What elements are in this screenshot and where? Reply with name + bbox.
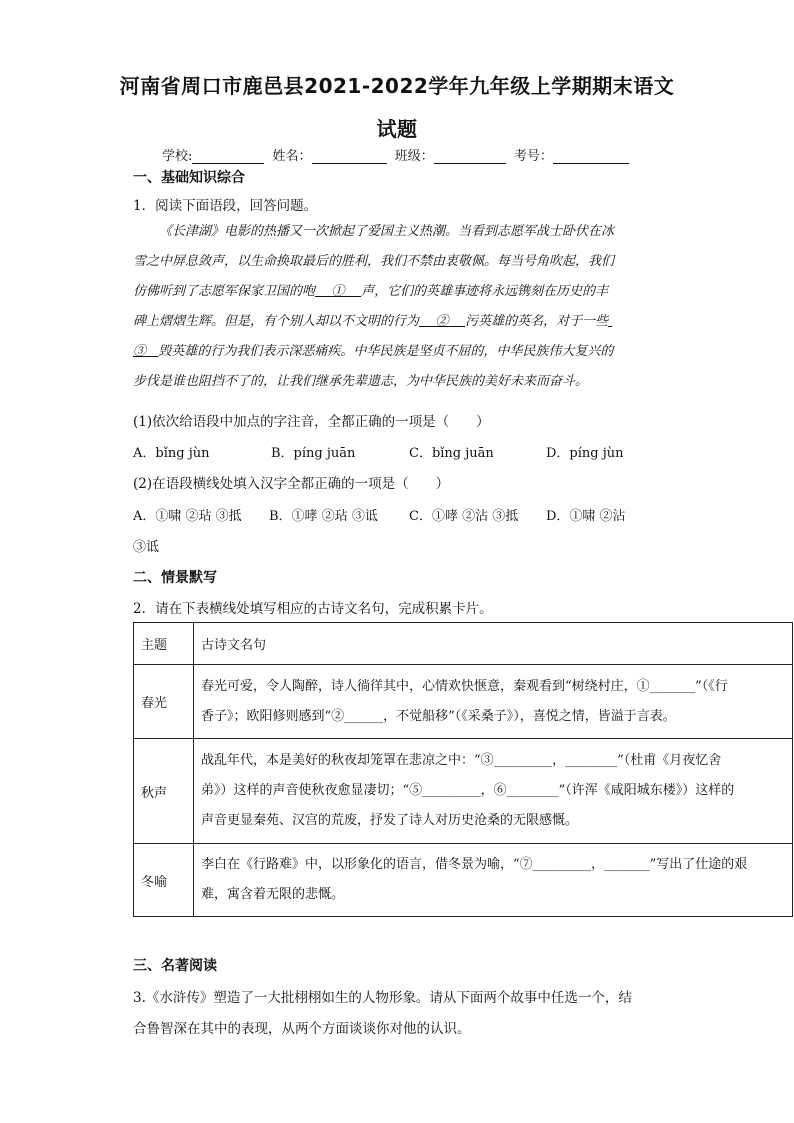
section3-heading: 三、名著阅读 [133, 958, 217, 974]
class-label: 班级： [394, 149, 434, 164]
passage-line: 碑上熠熠生辉。但是，有个别人却以不文明的行为 ② 污英雄的英名，对于一些 [133, 314, 609, 329]
option-a[interactable]: A．①啸 ②玷 ③抵 [133, 509, 242, 524]
row-theme: 春光 [134, 665, 194, 739]
passage-line: 雪之中屏息敛声，以生命换取最后的胜利，我们不禁由衷敬佩。每当号角吹起，我们 [133, 254, 615, 269]
row-content[interactable]: 春光可爱，令人陶醉，诗人徜徉其中，心情欢快惬意，秦观看到“树绕村庄，①_______”（《行 香子》；欧阳修则感到“②______，不觉船移”（《采桑子》），喜悦之情，皆溢于言表。 [194, 665, 793, 739]
class-field[interactable] [434, 150, 506, 164]
row-content[interactable]: 李白在《行路难》中，以形象化的语言，借冬景为喻，“⑦_________，_______”写出了仕途的艰 难，寓含着无限的悲慨。 [194, 844, 793, 917]
table-header-row [134, 623, 793, 665]
option-c[interactable]: C．①哮 ②沾 ③抵 [409, 509, 519, 524]
table-row [134, 844, 793, 917]
reading-passage [133, 217, 658, 397]
section1-heading: 一、基础知识综合 [133, 170, 245, 186]
name-label: 姓名： [272, 149, 312, 164]
q1-sub2: (2)在语段横线处填入汉字全都正确的一项是（ ） [133, 476, 450, 492]
option-b[interactable]: B．①哮 ②玷 ③诋 [269, 509, 378, 524]
exam-title-line2: 试题 [376, 117, 418, 141]
exam-number-field[interactable] [553, 150, 629, 164]
blank-2[interactable]: ② [435, 314, 449, 329]
passage-line: 仿佛听到了志愿军保家卫国的咆 ① 声，它们的英雄事迹将永远镌刻在历史的丰 [133, 284, 609, 299]
q3-line: 合鲁智深在其中的表现，从两个方面谈谈你对他的认识。 [133, 1021, 471, 1037]
school-field[interactable] [192, 150, 264, 164]
passage-line: 《长津湖》电影的热播又一次掀起了爱国主义热潮。当看到志愿军战士卧伏在冰 [159, 224, 615, 239]
option-d[interactable]: D．píng jùn [546, 446, 624, 461]
row-theme: 秋声 [134, 739, 194, 844]
row-content[interactable]: 战乱年代，本是美好的秋夜却笼罩在悲凉之中：“③_________，________”（杜甫《月夜忆舍 弟》）这样的声音使秋夜愈显凄切；“⑤_________，⑥________”（许浑《咸阳城东楼》）这样的 声音更显秦苑、汉宫的荒废，抒发了诗人对历史沧桑的无限感慨。 [194, 739, 793, 844]
blank-3[interactable]: ③ [133, 344, 147, 359]
blank-1[interactable]: ① [331, 284, 345, 299]
table-row [134, 665, 793, 739]
row-theme: 冬喻 [134, 844, 194, 917]
column-header-theme: 主题 [134, 623, 194, 665]
exam-number-label: 考号： [513, 149, 553, 164]
option-d[interactable]: D．①啸 ②沾 [546, 509, 626, 524]
table-row [134, 739, 793, 844]
passage-line: ③ 毁英雄的行为我们表示深恶痛疾。中华民族是坚贞不屈的，中华民族伟大复兴的 [133, 344, 614, 359]
passage-line: 步伐是谁也阻挡不了的，让我们继承先辈遗志，为中华民族的美好未来而奋斗。 [133, 374, 589, 389]
q1-prompt: 1．阅读下面语段，回答问题。 [133, 198, 318, 214]
name-field[interactable] [312, 150, 387, 164]
option-b[interactable]: B．píng juān [271, 446, 356, 461]
section2-heading: 二、情景默写 [133, 570, 217, 586]
q3-line: 3.《水浒传》塑造了一大批栩栩如生的人物形象。请从下面两个故事中任选一个，结 [133, 990, 632, 1006]
option-c[interactable]: C．bǐng juān [409, 446, 494, 461]
q1-sub1: (1)依次给语段中加点的字注音，全都正确的一项是（ ） [133, 414, 490, 430]
student-info-row [162, 145, 633, 164]
column-header-lines: 古诗文名句 [194, 623, 793, 665]
school-label: 学校: [162, 149, 193, 164]
option-d-overflow: ③诋 [133, 540, 160, 555]
poetry-card-table [133, 622, 793, 917]
q2-prompt: 2．请在下表横线处填写相应的古诗文名句，完成积累卡片。 [133, 601, 493, 617]
option-a[interactable]: A．bǐng jùn [133, 446, 210, 461]
exam-title-line1: 河南省周口市鹿邑县2021-2022学年九年级上学期期末语文 [119, 74, 675, 98]
